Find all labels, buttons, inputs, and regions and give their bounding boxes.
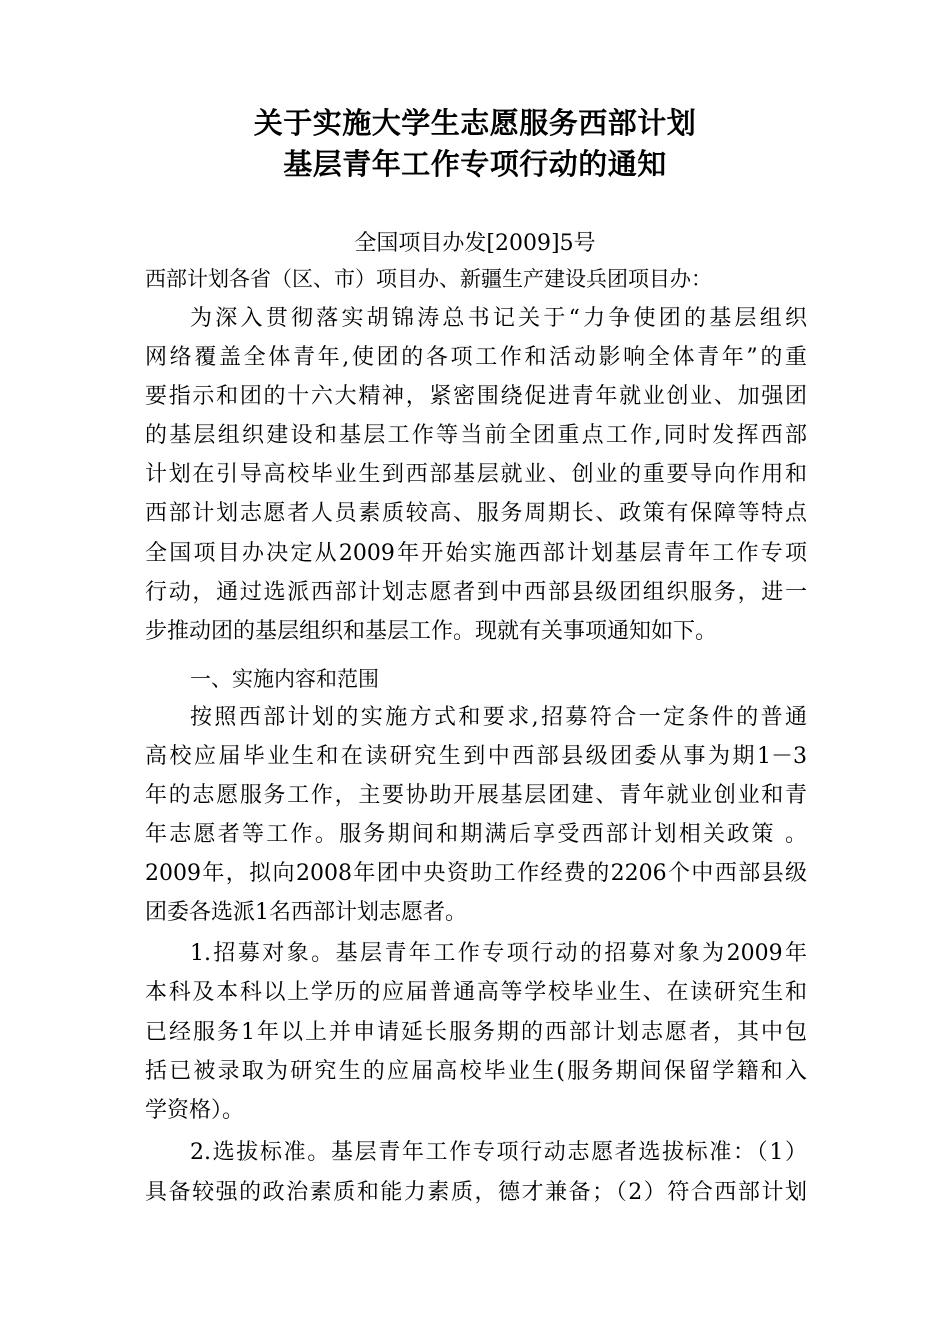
paragraph-1-line: 为深入贯彻落实胡锦涛总书记关于“力争使团的基层组织 <box>190 306 807 331</box>
paragraph-2-line: 高校应届毕业生和在读研究生到中西部县级团委从事为期1－3 <box>145 744 807 769</box>
paragraph-1-line: 计划在引导高校毕业生到西部基层就业、创业的重要导向作用和 <box>145 462 807 487</box>
paragraph-3-line: 学资格）。 <box>145 1098 245 1123</box>
title-line-1: 关于实施大学生志愿服务西部计划 <box>253 106 697 140</box>
paragraph-1-line: 要指示和团的十六大精神，紧密围绕促进青年就业创业、加强团 <box>145 384 807 409</box>
paragraph-1-line: 行动，通过选派西部计划志愿者到中西部县级团组织服务，进一 <box>145 580 807 605</box>
paragraph-4-line: 2.选拔标准。基层青年工作专项行动志愿者选拔标准：（1） <box>190 1140 807 1165</box>
paragraph-3-line: 本科及本科以上学历的应届普通高等学校毕业生、在读研究生和 <box>145 980 807 1005</box>
paragraph-2-line: 按照西部计划的实施方式和要求,招募符合一定条件的普通 <box>190 705 807 730</box>
paragraph-1-line: 步推动团的基层组织和基层工作。现就有关事项通知如下。 <box>145 619 718 644</box>
paragraph-1-line: 网络覆盖全体青年,使团的各项工作和活动影响全体青年”的重 <box>145 345 807 370</box>
paragraph-2-line: 2009年，拟向2008年团中央资助工作经费的2206个中西部县级 <box>145 861 807 886</box>
paragraph-1-line: 全国项目办决定从2009年开始实施西部计划基层青年工作专项 <box>145 541 807 566</box>
paragraph-3-line: 括已被录取为研究生的应届高校毕业生(服务期间保留学籍和入 <box>145 1059 807 1084</box>
document-number: 全国项目办发[2009]5号 <box>354 231 596 256</box>
paragraph-2-line: 年的志愿服务工作，主要协助开展基层团建、青年就业创业和青 <box>145 783 807 808</box>
paragraph-3-line: 已经服务1年以上并申请延长服务期的西部计划志愿者，其中包 <box>145 1020 807 1045</box>
paragraph-2-line: 年志愿者等工作。服务期间和期满后享受西部计划相关政策 。 <box>145 822 807 847</box>
paragraph-2-line: 团委各选派1名西部计划志愿者。 <box>145 900 467 925</box>
paragraph-1-line: 的基层组织建设和基层工作等当前全团重点工作,同时发挥西部 <box>145 423 807 448</box>
paragraph-3-line: 1.招募对象。基层青年工作专项行动的招募对象为2009年 <box>190 941 807 966</box>
section-heading: 一、实施内容和范围 <box>190 667 379 691</box>
title-line-2: 基层青年工作专项行动的通知 <box>283 147 667 181</box>
recipient-line: 西部计划各省（区、市）项目办、新疆生产建设兵团项目办： <box>145 267 712 291</box>
paragraph-4-line: 具备较强的政治素质和能力素质，德才兼备；（2）符合西部计划 <box>145 1180 807 1205</box>
paragraph-1-line: 西部计划志愿者人员素质较高、服务周期长、政策有保障等特点 <box>145 501 807 526</box>
